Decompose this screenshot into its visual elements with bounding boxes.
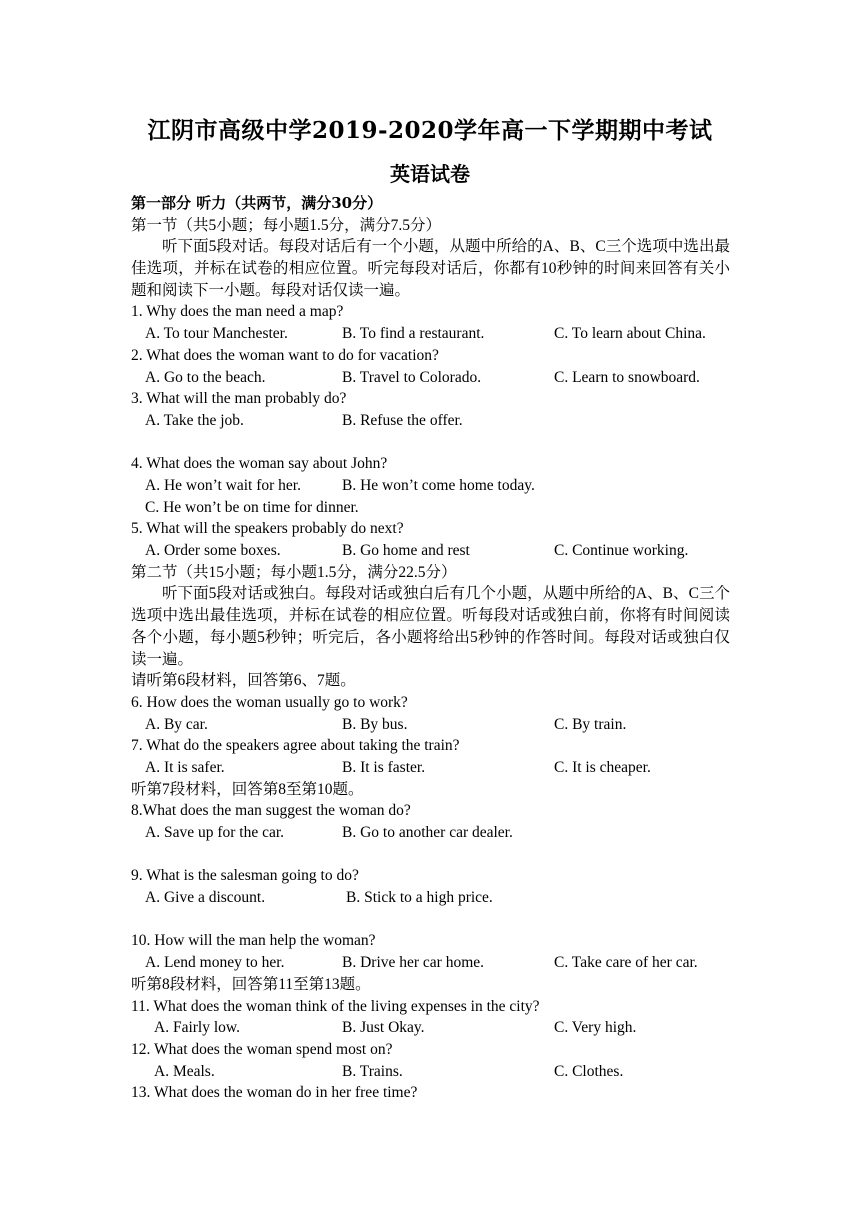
- option-b: B. To find a restaurant.: [342, 325, 485, 343]
- material-intro: 听第8段材料，回答第11至第13题。: [131, 975, 371, 993]
- section2-instructions: 听下面5段对话或独白。每段对话或独白后有几个小题，从题中所给的A、B、C三个选项中选出最佳选项，并标在试卷的相应位置。听每段对话或独白前，你将有时间阅读各个小题，每小题5秒钟；听完后，各小题将给出5秒钟的作答时间。每段对话或独白仅读一遍。: [131, 585, 730, 668]
- option-c: C. It is cheaper.: [554, 758, 651, 776]
- option-b: B. Trains.: [342, 1062, 403, 1080]
- option-c: C. To learn about China.: [554, 325, 706, 343]
- question-stem: 9. What is the salesman going to do?: [131, 867, 359, 885]
- question-stem: 1. Why does the man need a map?: [131, 303, 344, 321]
- question-options: [131, 952, 730, 974]
- option-a: A. By car.: [145, 715, 208, 733]
- option-b: B. By bus.: [342, 715, 408, 733]
- option-a: A. Order some boxes.: [145, 542, 281, 560]
- option-a: A. To tour Manchester.: [145, 325, 288, 343]
- option-c: C. Take care of her car.: [554, 954, 698, 972]
- part1-heading: 第一部分 听力（共两节，满分30分）: [131, 194, 383, 212]
- option-b: B. Go home and rest: [342, 542, 470, 560]
- question-options: [131, 822, 730, 844]
- section1-instructions: 听下面5段对话。每段对话后有一个小题，从题中所给的A、B、C三个选项中选出最佳选项，并标在试卷的相应位置。听完每段对话后，你都有10秒钟的时间来回答有关小题和阅读下一小题。每段对话仅读一遍。: [131, 238, 730, 299]
- option-a: A. Go to the beach.: [145, 368, 266, 386]
- option-b: B. Just Okay.: [342, 1019, 425, 1037]
- option-c-continuation: [131, 432, 730, 454]
- option-b: B. Go to another car dealer.: [342, 824, 513, 842]
- option-a: A. Meals.: [154, 1062, 215, 1080]
- option-c: C. He won’t be on time for dinner.: [145, 498, 359, 516]
- question-stem: 8.What does the man suggest the woman do?: [131, 802, 411, 820]
- question-options: [131, 1061, 730, 1083]
- question-stem: 12. What does the woman spend most on?: [131, 1040, 393, 1058]
- option-b: B. It is faster.: [342, 758, 426, 776]
- question-options: [131, 475, 730, 497]
- material-intro: 请听第6段材料，回答第6、7题。: [131, 672, 356, 690]
- option-a: A. Fairly low.: [154, 1019, 240, 1037]
- option-b: B. Refuse the offer.: [342, 411, 463, 429]
- option-b: B. He won’t come home today.: [342, 476, 535, 494]
- option-c: C. By train.: [554, 715, 627, 733]
- question-options: [131, 714, 730, 736]
- question-stem: 11. What does the woman think of the living expenses in the city?: [131, 997, 540, 1015]
- material-intro: 听第7段材料，回答第8至第10题。: [131, 780, 364, 798]
- option-c-continuation: [131, 909, 730, 931]
- exam-subtitle: 英语试卷: [390, 162, 470, 186]
- option-a: A. Take the job.: [145, 411, 244, 429]
- option-b: B. Stick to a high price.: [346, 889, 493, 907]
- option-a: A. Give a discount.: [145, 889, 266, 907]
- question-options: [131, 540, 730, 562]
- option-c: C. Clothes.: [554, 1062, 624, 1080]
- question-stem: 5. What will the speakers probably do next?: [131, 520, 404, 538]
- option-c: C. Learn to snowboard.: [554, 368, 700, 386]
- question-stem: 3. What will the man probably do?: [131, 390, 347, 408]
- option-b: B. Travel to Colorado.: [342, 368, 482, 386]
- exam-content: [131, 193, 730, 1104]
- exam-title: 江阴市高级中学2019-2020学年高一下学期期中考试: [147, 117, 713, 144]
- question-options: [131, 887, 730, 909]
- option-c-continuation: [131, 844, 730, 866]
- question-stem: 10. How will the man help the woman?: [131, 932, 376, 950]
- question-options: [131, 367, 730, 389]
- question-stem: 4. What does the woman say about John?: [131, 455, 388, 473]
- option-c: C. Very high.: [554, 1019, 637, 1037]
- option-a: A. Lend money to her.: [145, 954, 285, 972]
- section1-heading: 第一节（共5小题；每小题1.5分，满分7.5分）: [131, 216, 442, 234]
- question-options: [131, 757, 730, 779]
- question-options: [131, 1017, 730, 1039]
- question-stem: 7. What do the speakers agree about taking the train?: [131, 737, 460, 755]
- option-a: A. Save up for the car.: [145, 824, 285, 842]
- option-a: A. He won’t wait for her.: [145, 476, 301, 494]
- section2-heading: 第二节（共15小题；每小题1.5分，满分22.5分）: [131, 563, 457, 581]
- question-options: [131, 410, 730, 432]
- question-stem: 6. How does the woman usually go to work?: [131, 693, 408, 711]
- option-c: C. Continue working.: [554, 542, 689, 560]
- option-a: A. It is safer.: [145, 758, 225, 776]
- question-stem: 13. What does the woman do in her free time?: [131, 1084, 418, 1102]
- question-stem: 2. What does the woman want to do for vacation?: [131, 346, 439, 364]
- option-b: B. Drive her car home.: [342, 954, 485, 972]
- question-options: [131, 323, 730, 345]
